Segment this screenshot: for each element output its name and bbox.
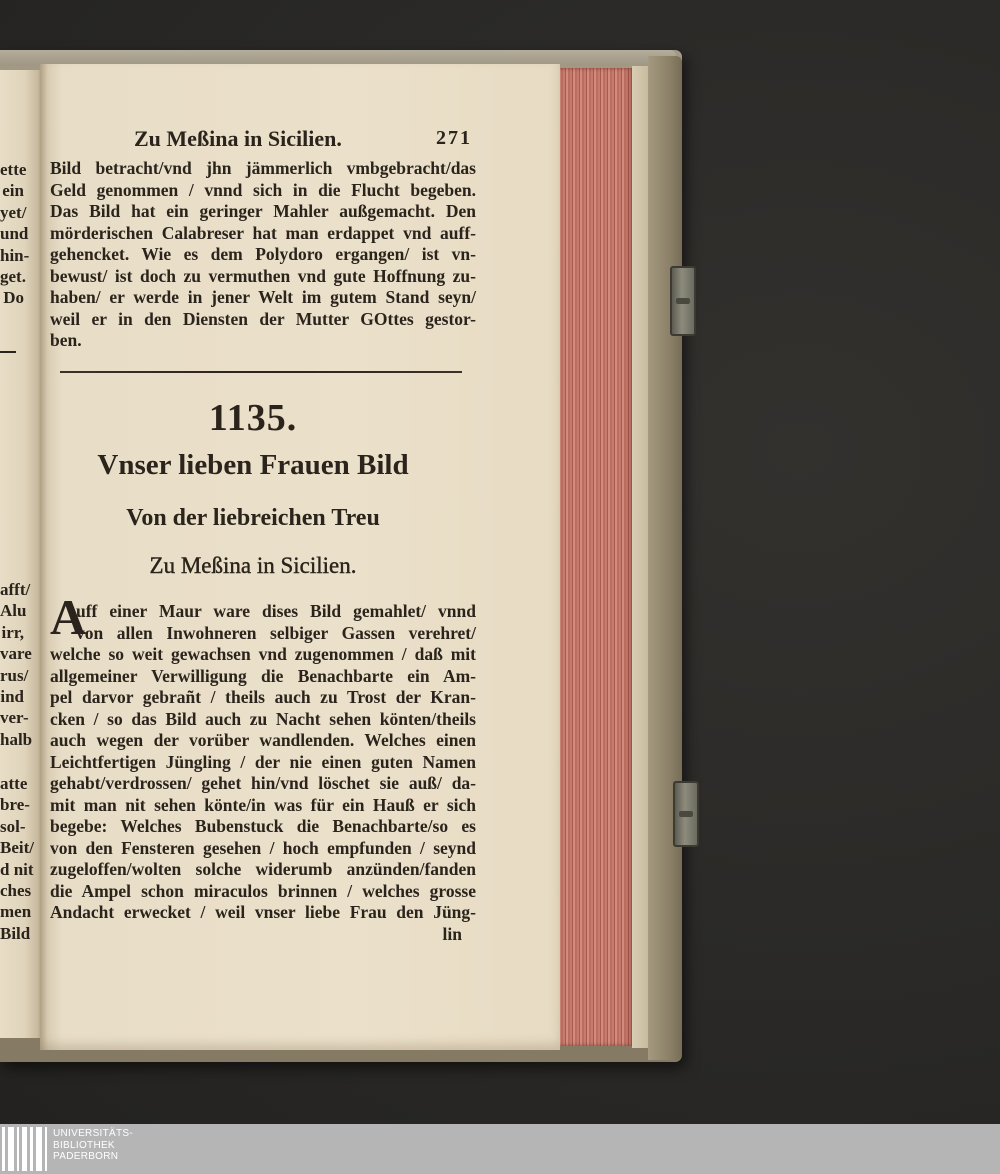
fragment-line: yet/ [0,202,27,222]
fragment-line: halb [0,729,33,749]
entry-title: Vnser lieben Frauen Bild [97,449,409,481]
fragment-line: ein [2,181,24,201]
fragment-line: men [0,902,32,922]
fragment-line: ind [0,687,24,707]
text-line: uff einer Maur ware dises Bild gemahlet/ vnnd [76,601,476,621]
entry-subtitle: Von der liebreichen Treu [126,505,380,531]
page-block-inner-edge [632,66,648,1048]
text-line: Andacht erwecket / weil vnser liebe Frau den Jüng- [50,902,476,922]
text-line: Leichtfertigen Jüngling / der nie einen guten Namen [50,751,476,772]
fragment-line: ette [0,160,27,179]
text-line: Geld genommen / vnnd sich in die Flucht begeben. [50,179,476,200]
section-divider [60,371,462,373]
text-line: Bild betracht/vnd jhn jämmerlich vmbgebracht/das [50,158,476,178]
text-line: mit man nit sehen könte/in was für ein Hauß er sich [50,794,476,815]
fragment-line: d nit [0,859,34,879]
entry-place: Zu Meßina in Sicilien. [149,553,357,578]
library-logo-text [53,1128,133,1163]
logo-line: PADERBORN [53,1151,119,1162]
catchword: lin [442,923,462,944]
fragment-line: Do [3,288,24,308]
fragment-line: afft/ [0,580,31,599]
text-line: weil er in den Diensten der Mutter GOttes gestor- [50,308,476,329]
left-fragments-lower [0,773,34,944]
fragment-line: atte [0,774,28,793]
text-line: pel darvor gebrañt / theils auch zu Trost der Kran- [50,687,476,707]
page-number: 271 [436,127,472,149]
clasp-bottom-icon [673,781,699,847]
fragment-line: bre- [0,795,30,815]
text-line: auch wegen der vorüber wandlenden. Welches einen [50,730,476,750]
left-fragments-middle [0,579,33,750]
entry-body [50,601,476,945]
red-page-edges [556,68,632,1046]
fragment-line: vare [0,644,32,664]
fragment-line: irr, [1,622,24,642]
library-footer [0,1124,1000,1174]
text-line: zugeloffen/wolten solche widerumb anzünden/fanden [50,859,476,879]
fragment-line: get. [0,267,26,287]
text-line: cken / so das Bild auch zu Nacht sehen könten/theils [50,708,476,729]
logo-line: BIBLIOTHEK [53,1139,115,1151]
text-line: gehabt/verdrossen/ gehet hin/vnd löschet sie auß/ da- [50,773,476,793]
fragment-line: Alu [0,601,27,621]
text-line: von allen Inwohneren selbiger Gassen verehret/ [76,622,476,643]
text-line: von den Fensteren gesehen / hoch empfunden / seynd [50,837,476,858]
fragment-line: Bild [0,923,31,943]
fragment-line: und [0,224,29,244]
text-line: mörderischen Calabreser hat man erdappet vnd auff- [50,222,476,243]
text-line: welche so weit gewachsen vnd zugenommen / daß mit [50,644,476,664]
fragment-line: ches [0,881,32,901]
text-line: gehencket. Wie es dem Polydoro ergangen/ ist vn- [50,244,476,264]
left-fragments-upper [0,159,30,309]
text-line: Das Bild hat ein geringer Mahler außgemacht. Den [50,201,476,221]
library-bars-icon [2,1127,48,1171]
logo-line: UNIVERSITÄTS- [53,1128,134,1139]
left-page [0,70,44,1038]
drop-cap: A [50,589,87,645]
clasp-top-icon [670,266,696,336]
left-page-rule [0,351,16,353]
fragment-line: rus/ [0,665,29,685]
text-line: bewust/ ist doch zu vermuthen vnd gute Hoffnung zu- [50,265,476,286]
entry-number: 1135. [208,397,298,439]
fragment-line: Beit/ [0,838,34,858]
text-line: haben/ er werde in jener Welt im gutem Stand seyn/ [50,287,476,307]
fragment-line: sol- [0,816,26,836]
text-line: begebe: Welches Bubenstuck die Benachbarte/so es [50,816,476,836]
text-line: ben. [50,330,82,350]
fragment-line: hin- [0,245,30,265]
text-line: allgemeiner Verwilligung die Benachbarte ein Am- [50,665,476,686]
fragment-line: ver- [0,708,29,728]
text-line: die Ampel schon miraculos brinnen / welches grosse [50,880,476,901]
running-head: Zu Meßina in Sicilien. [134,126,342,151]
book-cover-edge [648,56,682,1060]
continued-paragraph [50,158,476,352]
